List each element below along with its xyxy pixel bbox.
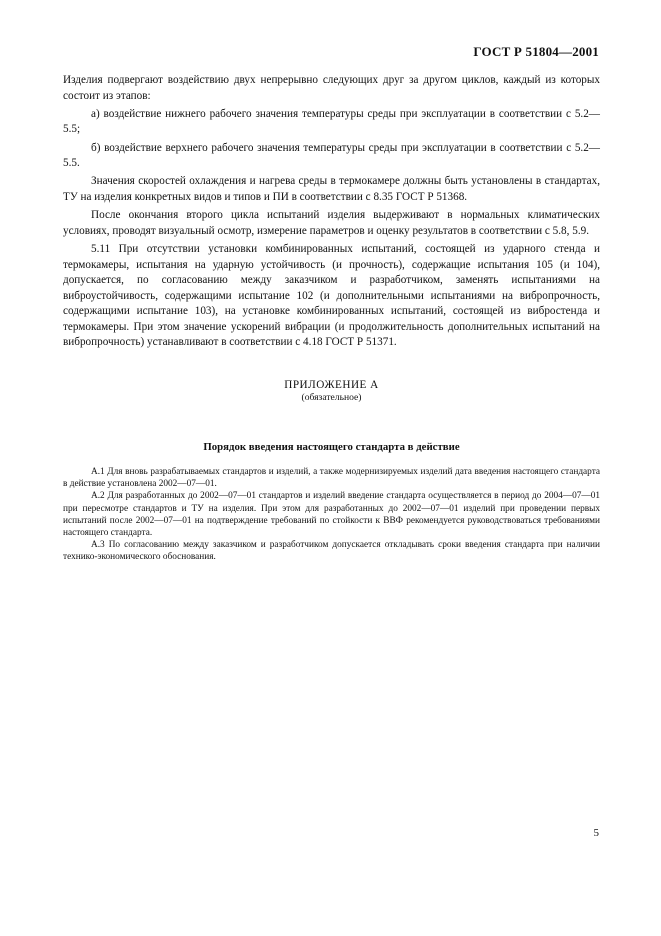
appendix-text xyxy=(63,466,600,564)
appendix-subtitle: (обязательное) xyxy=(301,392,362,403)
paragraph-cycles-intro: Изделия подвергают воздействию двух непрерывно следующих друг за другом циклов, каждый из которых состоит из этапов: xyxy=(63,74,600,102)
document-code-header: ГОСТ Р 51804—2001 xyxy=(473,44,599,59)
paragraph-stage-a: а) воздействие нижнего рабочего значения температуры среды при эксплуатации в соответствии с 5.2—5.5; xyxy=(63,107,600,136)
paragraph-after-cycle: После окончания второго цикла испытаний изделия выдерживают в нормальных климатических условиях, проводят визуальный осмотр, измерение параметров и оценку результатов в соответствии с 5.8, 5.9. xyxy=(63,209,600,237)
paragraph-rates: Значения скоростей охлаждения и нагрева среды в термокамере должны быть установлены в стандартах, ТУ на изделия конкретных видов и типов и ПИ в соответствии с 8.35 ГОСТ Р 51368. xyxy=(63,175,600,203)
appendix-item-a2: А.2 Для разработанных до 2002—07—01 стандартов и изделий введение стандарта осуществляется в период до 2004—07—01 при пересмотре стандартов и ТУ на изделия. При этом для разработанных до 2002—07—01 изделий при проведении первых испытаний после 2002—07—01 на подтверждение требований по стойкости к ВВФ рекомендуется руководствоваться требованиями настоящего стандарта. xyxy=(63,491,600,539)
appendix-item-a1: А.1 Для вновь разрабатываемых стандартов и изделий, а также модернизируемых изделий дата введения настоящего стандарта в действие установлена 2002—07—01. xyxy=(63,467,600,490)
paragraph-clause-5-11: 5.11 При отсутствии установки комбинированных испытаний, состоящей из ударного стенда и термокамеры, испытания на ударную устойчивость (и прочность), содержащие испытания 105 (и 104), допускается, по согласованию между заказчиком и разработчиком, заменять испытаниями на виброустойчивость, содержащими испытание 102 (и дополнительными испытаниями на вибропрочность, содержащими испытание 103), на установке комбинированных испытаний, состоящей из вибростенда и термокамеры. При этом значение ускорений вибрации (и продолжительность дополнительных испытаний на вибропрочность) устанавливают в соответствии с 4.18 ГОСТ Р 51371. xyxy=(63,242,600,349)
appendix-section-title: Порядок введения настоящего стандарта в действие xyxy=(203,441,460,453)
page-number: 5 xyxy=(593,827,599,839)
paragraph-stage-b: б) воздействие верхнего рабочего значения температуры среды при эксплуатации в соответствии с 5.2—5.5. xyxy=(63,141,600,170)
main-text xyxy=(63,73,600,354)
appendix-item-a3: А.3 По согласованию между заказчиком и разработчиком допускается откладывать сроки введения стандарта при наличии технико-экономического обоснования. xyxy=(63,540,600,563)
appendix-title: ПРИЛОЖЕНИЕ А xyxy=(284,379,379,391)
